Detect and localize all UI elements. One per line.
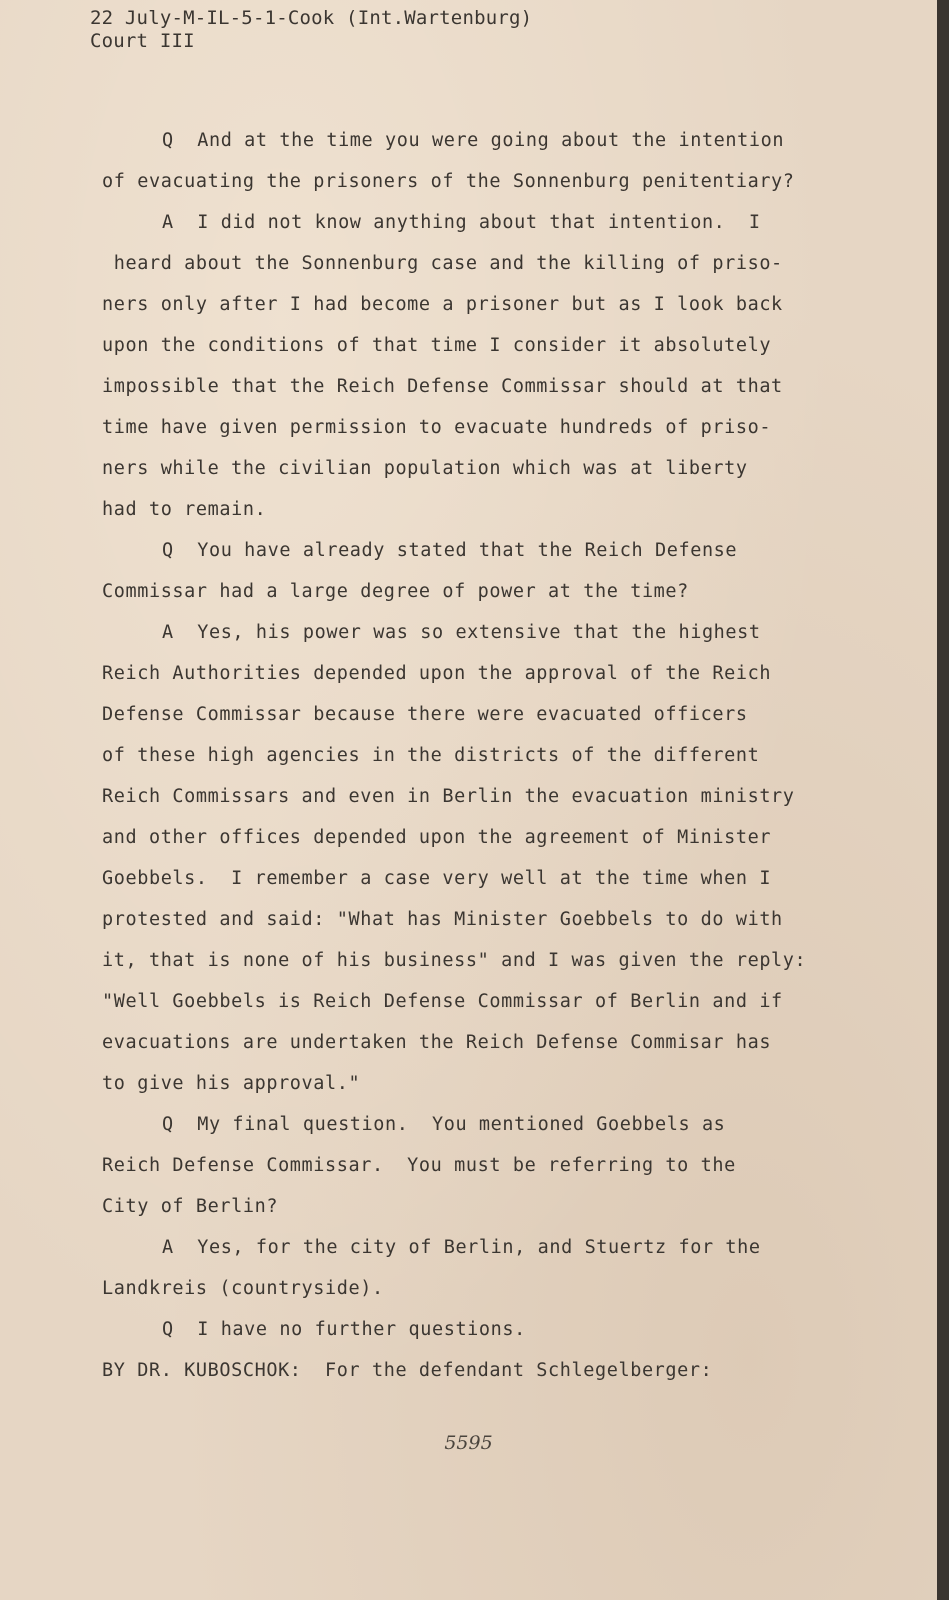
transcript-line: Q I have no further questions. [162, 1319, 526, 1340]
transcript-line: Q And at the time you were going about the intention [162, 130, 785, 151]
transcript-line: impossible that the Reich Defense Commissar should at that [102, 376, 783, 397]
header-court-line: Court III [90, 30, 195, 52]
transcript-line: ners while the civilian population which was at liberty [102, 458, 748, 479]
transcript-line: Landkreis (countryside). [102, 1278, 384, 1299]
transcript-line: heard about the Sonnenburg case and the killing of priso- [102, 253, 783, 274]
transcript-line: A Yes, for the city of Berlin, and Stuertz for the [162, 1237, 761, 1258]
transcript-line: it, that is none of his business" and I was given the reply: [102, 950, 807, 971]
transcript-line: City of Berlin? [102, 1196, 279, 1217]
transcript-line: upon the conditions of that time I consider it absolutely [102, 335, 772, 356]
transcript-line: Reich Commissars and even in Berlin the evacuation ministry [102, 786, 795, 807]
transcript-line: Commissar had a large degree of power at the time? [102, 581, 689, 602]
transcript-line: Reich Defense Commissar. You must be referring to the [102, 1155, 736, 1176]
transcript-line: A Yes, his power was so extensive that the highest [162, 622, 761, 643]
transcript-line: Q My final question. You mentioned Goebbels as [162, 1114, 726, 1135]
transcript-line: of evacuating the prisoners of the Sonnenburg penitentiary? [102, 171, 795, 192]
transcript-line: and other offices depended upon the agreement of Minister [102, 827, 772, 848]
header-case-line: 22 July-M-IL-5-1-Cook (Int.Wartenburg) [90, 7, 533, 29]
document-header [90, 7, 532, 53]
transcript-line: time have given permission to evacuate hundreds of priso- [102, 417, 772, 438]
transcript-body [102, 120, 842, 1391]
page-number: 5595 [444, 1432, 493, 1454]
transcript-line: Defense Commissar because there were evacuated officers [102, 704, 748, 725]
transcript-line: "Well Goebbels is Reich Defense Commissar of Berlin and if [102, 991, 783, 1012]
transcript-line: Reich Authorities depended upon the approval of the Reich [102, 663, 772, 684]
transcript-line: ners only after I had become a prisoner but as I look back [102, 294, 783, 315]
transcript-line: Goebbels. I remember a case very well at the time when I [102, 868, 772, 889]
scan-edge [937, 0, 949, 1600]
transcript-line: BY DR. KUBOSCHOK: For the defendant Schlegelberger: [102, 1360, 713, 1381]
transcript-line: evacuations are undertaken the Reich Defense Commisar has [102, 1032, 772, 1053]
transcript-line: A I did not know anything about that intention. I [162, 212, 761, 233]
transcript-line: Q You have already stated that the Reich Defense [162, 540, 738, 561]
transcript-line: of these high agencies in the districts of the different [102, 745, 760, 766]
transcript-line: to give his approval." [102, 1073, 361, 1094]
transcript-line: protested and said: "What has Minister Goebbels to do with [102, 909, 783, 930]
transcript-line: had to remain. [102, 499, 267, 520]
